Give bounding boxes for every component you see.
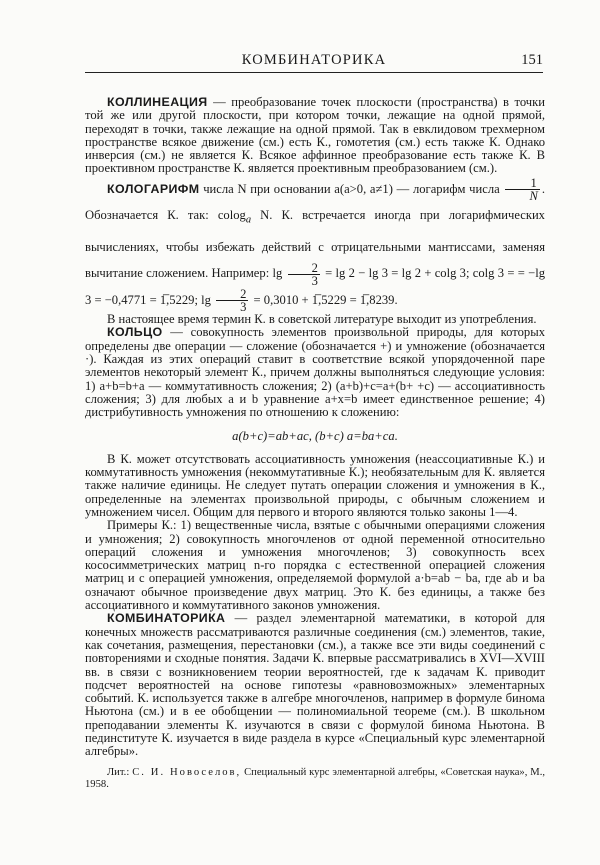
literature-label: Лит.:	[107, 766, 130, 778]
running-title: КОМБИНАТОРИКА	[241, 52, 387, 68]
koltso-examples: Примеры К.: 1) вещественные числа, взятые с обычными операциями сложения и умножения; 2) совокупность многочленов от одной переменной относительно операций сложения и умножения многочленов; 3) совокупность всех кососимметрических матриц n-го порядка с естественной операцией сложения матриц и с операцией умножения, определяемой формулой a·b=ab − ba, где ab и ba означают обычное произведение двух матриц. Это К. без единицы, а также без ассоциативного и коммутативного законов умножения.	[85, 518, 545, 613]
entry-text: = 0,3010 + 1̅,5229 = 1̅,8239.	[250, 292, 398, 307]
entry-text: — совокупность элементов произвольной природы, для которых определены две операции — сложение (обозначается +) и умножение (обозначается ·). Каждая из этих операций ставит в соответствие всякой упорядоченной паре элементов некоторый элемент К., причем должны выполняться следующие условия: 1) a+b=b+a — коммутативность сложения; 2) (a+b)+c=a+(b+ +c) — ассоциативность сложения; 3) для любых a и b уравнение a+x=b имеет единственное решение; 4) дистрибутивность умножения по отношению к сложению:	[85, 325, 545, 420]
distributive-formula: a(b+c)=ab+ac, (b+c) a=ba+ca.	[232, 428, 398, 443]
literature-author: С. И. Новоселов,	[132, 766, 242, 778]
literature-text: Специальный курс элементарной алгебры, «Советская наука», М., 1958.	[85, 766, 545, 791]
entry-term: КОЛОГАРИФМ	[107, 181, 200, 196]
entry-kombinatorika	[85, 612, 545, 758]
entry-kologarifm	[85, 176, 545, 313]
entry-koltso	[85, 326, 545, 419]
page-header	[85, 50, 543, 73]
entry-text: — преобразование точек плоскости (пространства) в точки той же или другой плоскости, при котором точки, лежащие на одной прямой, переходят в точки, также лежащие на одной прямой. Так в евклидовом трехмерном пространстве всякое движение (см.) есть К., гомотетия (см.) есть также К. Однако инверсия (см.) не является К. Всякое аффинное преобразование есть также К. В проективном пространстве К. является проективным преобразованием (см.).	[85, 95, 545, 176]
literature-reference	[85, 767, 545, 792]
entry-text: числа N при основании a(a>0, a≠1) — логарифм числа	[199, 181, 500, 196]
fraction: $\frac{2}{3}$	[288, 262, 320, 287]
log-base: a	[245, 214, 252, 226]
entry-term: КОЛЛИНЕАЦИЯ	[107, 95, 208, 109]
entry-text: — раздел элементарной математики, в которой для конечных множеств рассматриваются различные соединения (см.) элементов, такие, как сочетания, размещения, перестановки (см.), а также все эти виды соединений с повторениями и сходные понятия. Задачи К. впервые рассматривались в XVI—XVIII вв. в связи с возникновением теории вероятностей, где к задачам К. приводит подсчет вероятностей на основе гипотезы «равновозможных» элементарных событий. К. используется также в алгебре многочленов, например в формуле бинома Ньютона (см.) и в ее обобщении — полиномиальной теореме (см.). В школьном преподавании элементы К. изучаются в связи с формулой бинома Ньютона. В пединституте К. изучается в виде раздела в курсе «Специальный курс элементарной алгебры».	[85, 611, 545, 759]
entry-term: КОМБИНАТОРИКА	[107, 611, 226, 626]
page-number: 151	[521, 52, 543, 68]
entry-text: . Обозначается К. так: colog	[85, 181, 545, 223]
usage-note: В настоящее время термин К. в советской литературе выходит из употребления.	[107, 312, 537, 327]
entry-kollineatsiya	[85, 96, 545, 176]
entry-term: КОЛЬЦО	[107, 325, 163, 340]
fraction: $\frac{1}{N}$	[505, 177, 539, 202]
entry-text: N. К. встречается иногда при логарифмических вычислениях, чтобы избежать действий с отрицательными мантиссами, заменяя вычитание сложением. Например: lg	[85, 208, 545, 280]
fraction: $\frac{2}{3}$	[216, 288, 248, 313]
koltso-paragraph: В К. может отсутствовать ассоциативность умножения (неассоциативные К.) и коммутативность умножения (некоммутативные К.); необязательным для К. является также наличие единицы. Не следует путать операции сложения и умножения в К., определенные на элементах произвольной природы, с обычным сложением и умножением чисел. Общим для первого и второго являются только законы 1—4.	[85, 451, 545, 519]
entry-text: = lg 2 − lg 3 = lg 2 + colg 3; colg 3 = = −lg 3 = −0,4771 = 1̅,5229; lg	[85, 265, 545, 307]
page-content	[85, 96, 545, 792]
